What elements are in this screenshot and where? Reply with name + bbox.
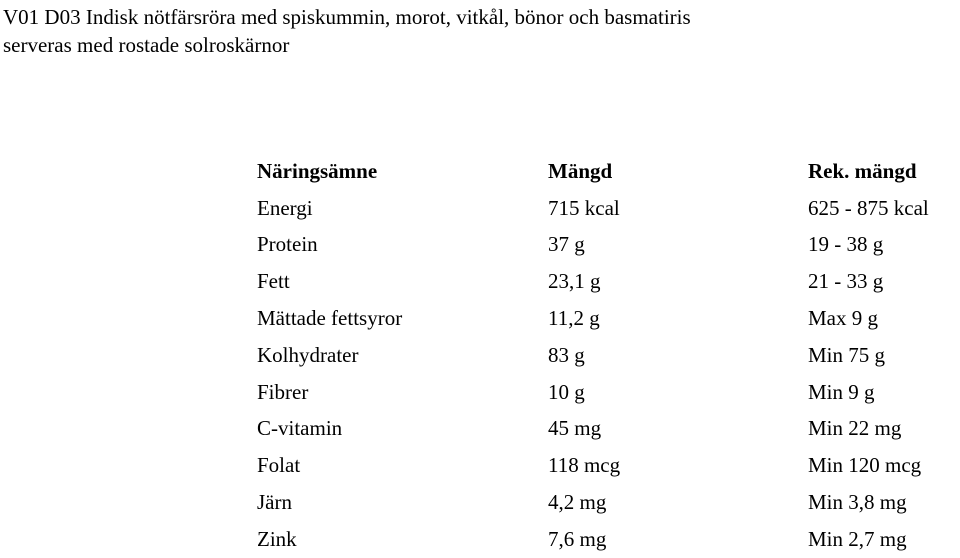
nutrient-cell: Energi	[257, 195, 313, 220]
amount-cell: 715 kcal	[548, 195, 620, 220]
amount-cell: 4,2 mg	[548, 490, 607, 515]
nutrient-cell: C-vitamin	[257, 416, 343, 441]
nutrient-cell: Mättade fettsyror	[257, 306, 403, 331]
nutrient-cell: Fibrer	[257, 379, 309, 404]
table-row	[257, 263, 960, 300]
amount-cell: 23,1 g	[548, 269, 601, 294]
nutrient-cell: Kolhydrater	[257, 342, 359, 367]
table-row	[257, 337, 960, 374]
table-row	[257, 374, 960, 411]
amount-cell: 7,6 mg	[548, 526, 607, 551]
table-row	[257, 300, 960, 337]
header-nutrient: Näringsämne	[257, 158, 378, 183]
header-recommended: Rek. mängd	[808, 158, 917, 183]
recipe-title-line-1: V01 D03 Indisk nötfärsröra med spiskummin, morot, vitkål, bönor och basmatiris	[3, 5, 691, 29]
amount-cell: 83 g	[548, 342, 585, 367]
recommended-cell: Max 9 g	[808, 306, 878, 331]
table-row	[257, 227, 960, 264]
table-row	[257, 521, 960, 558]
recommended-cell: Min 3,8 mg	[808, 490, 907, 515]
table-header-row	[257, 153, 960, 190]
table-row	[257, 447, 960, 484]
amount-cell: 45 mg	[548, 416, 602, 441]
recommended-cell: Min 120 mcg	[808, 453, 922, 478]
nutrient-cell: Protein	[257, 232, 318, 257]
recommended-cell: Min 75 g	[808, 342, 886, 367]
amount-cell: 37 g	[548, 232, 585, 257]
recommended-cell: 21 - 33 g	[808, 269, 884, 294]
table-row	[257, 190, 960, 227]
amount-cell: 11,2 g	[548, 306, 600, 331]
nutrient-cell: Folat	[257, 453, 301, 478]
nutrient-cell: Järn	[257, 490, 292, 515]
table-row	[257, 484, 960, 521]
table-row	[257, 411, 960, 448]
recipe-title-line-2: serveras med rostade solroskärnor	[3, 33, 290, 57]
nutrition-table	[257, 153, 960, 558]
recommended-cell: Min 2,7 mg	[808, 526, 907, 551]
recommended-cell: 19 - 38 g	[808, 232, 884, 257]
amount-cell: 10 g	[548, 379, 585, 404]
amount-cell: 118 mcg	[548, 453, 621, 478]
nutrient-cell: Fett	[257, 269, 290, 294]
recommended-cell: 625 - 875 kcal	[808, 195, 929, 220]
header-amount: Mängd	[548, 158, 613, 183]
recommended-cell: Min 9 g	[808, 379, 875, 404]
nutrient-cell: Zink	[257, 526, 297, 551]
recipe-title	[3, 3, 953, 59]
recommended-cell: Min 22 mg	[808, 416, 902, 441]
